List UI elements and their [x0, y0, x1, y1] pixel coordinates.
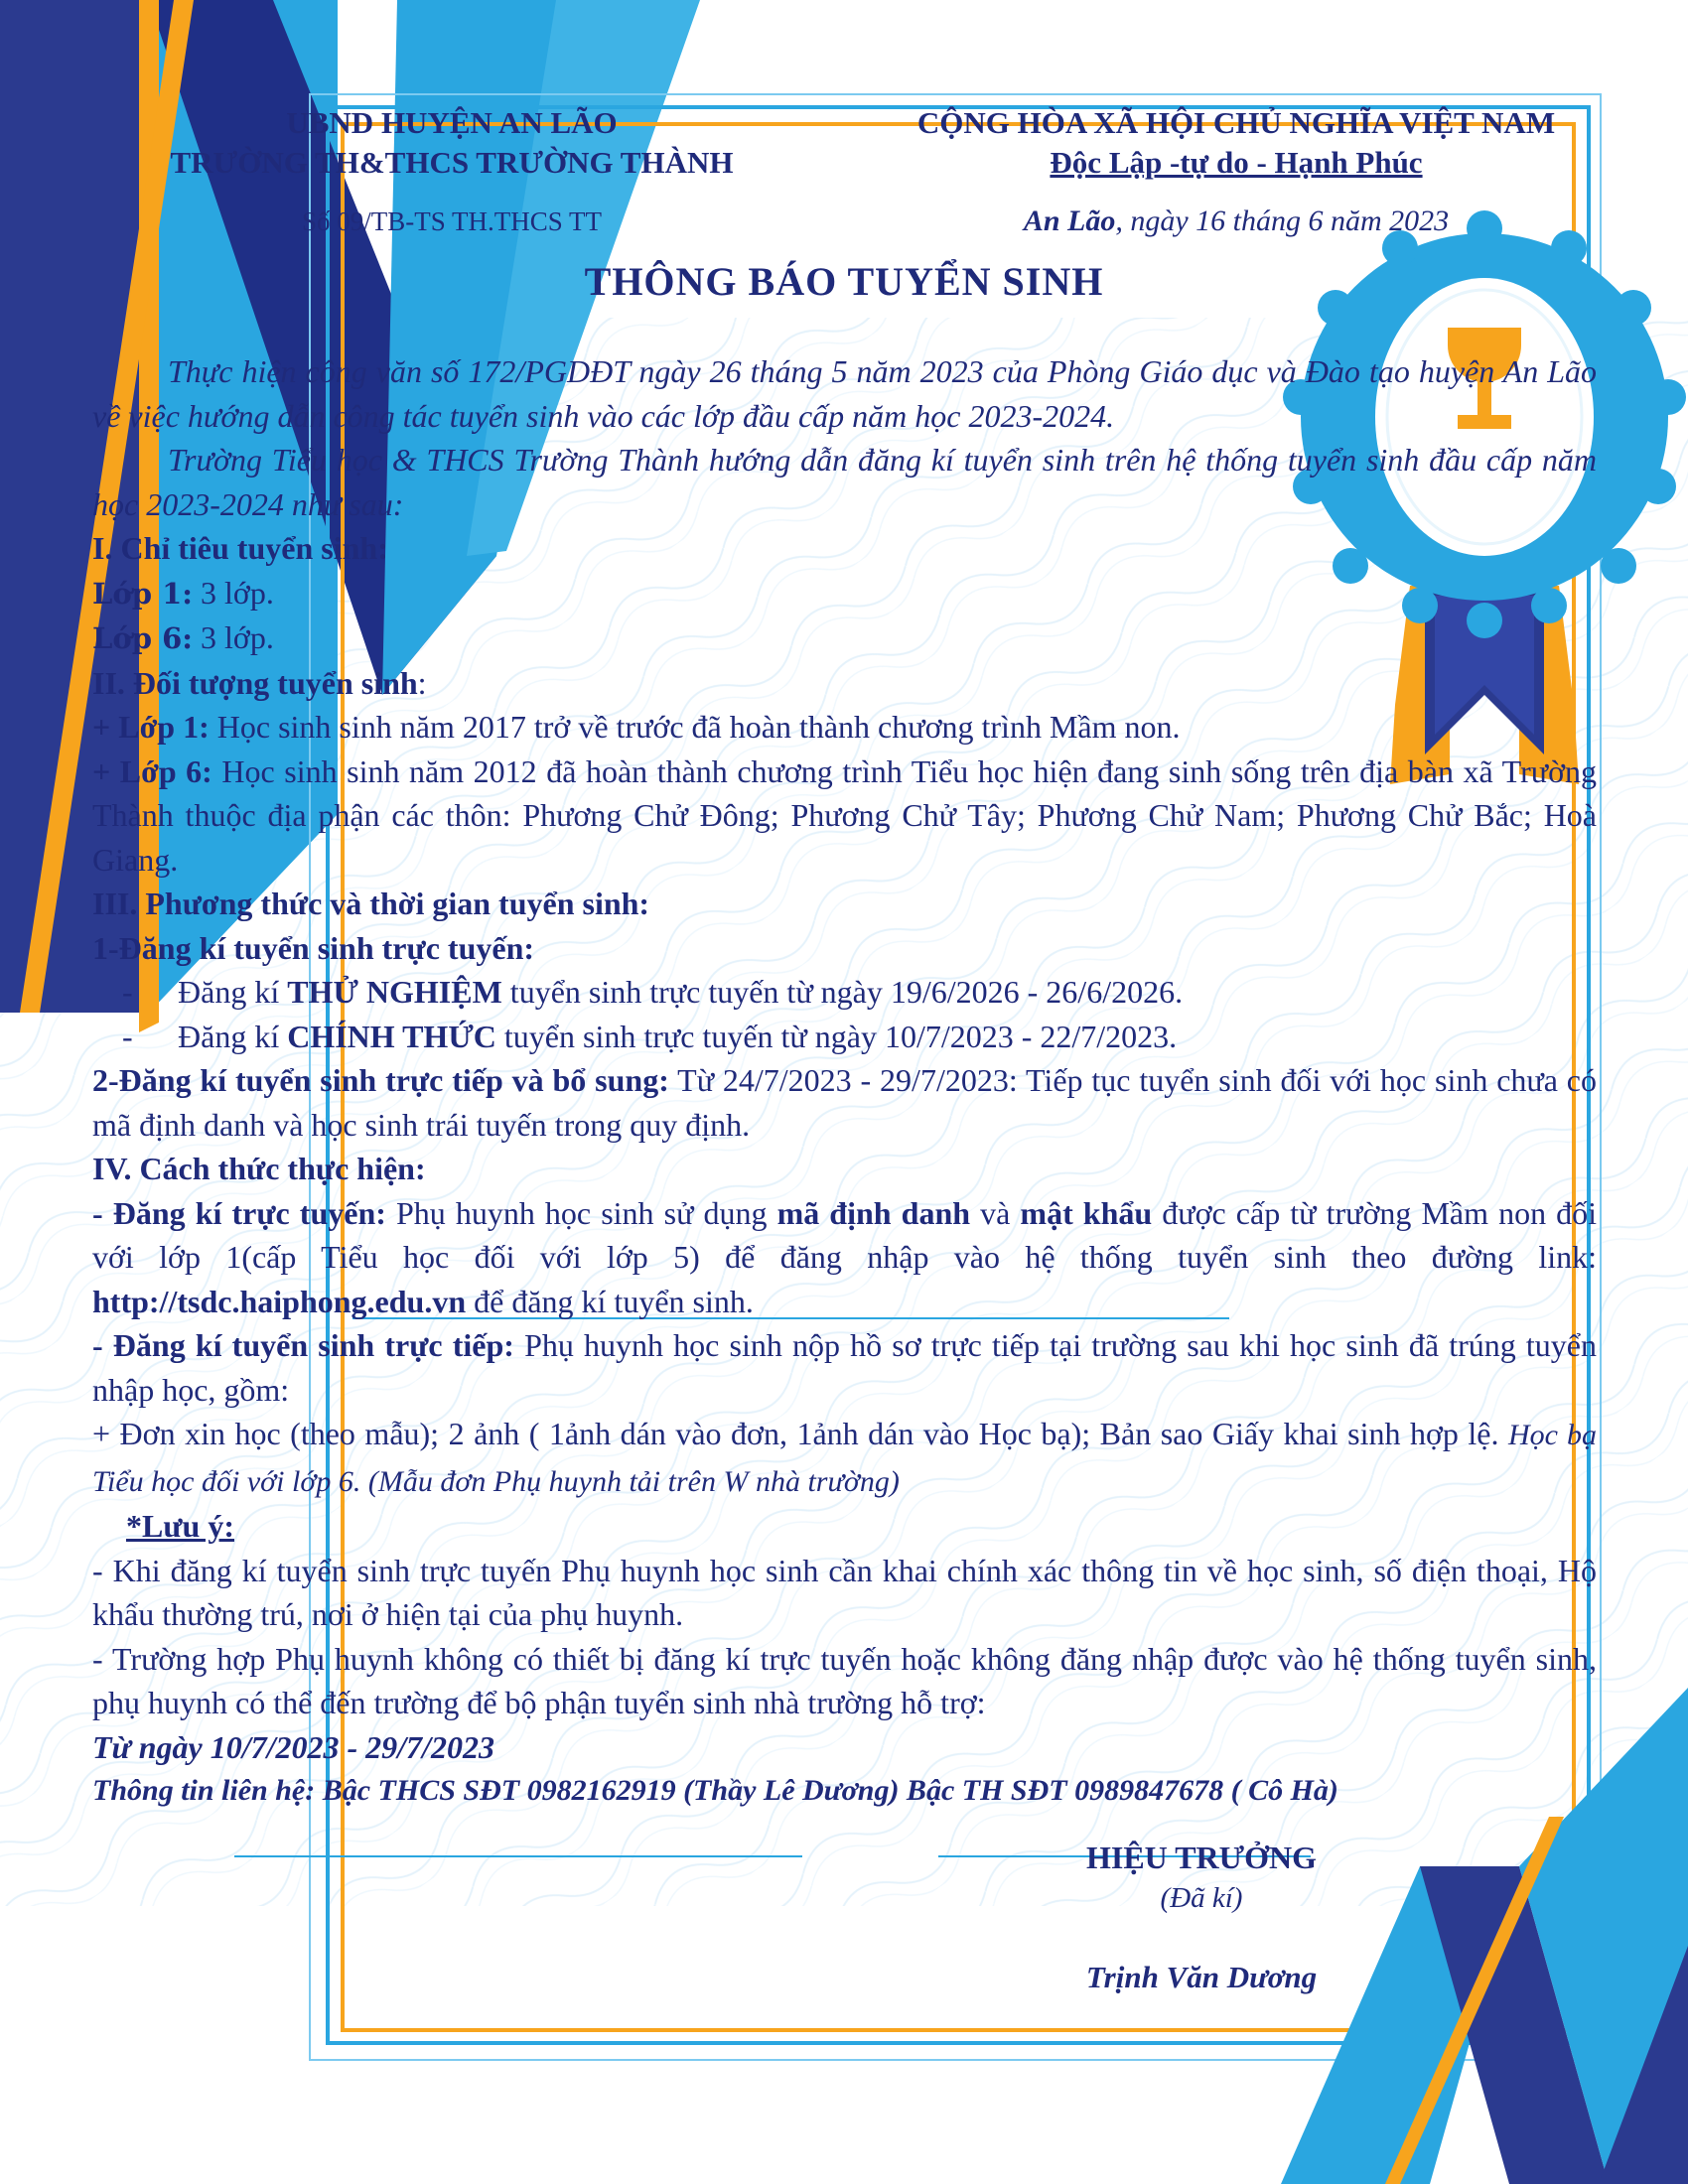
reference-number: Số 09/TB-TS TH.THCS TT [301, 206, 603, 236]
intro-paragraph-1: Thực hiện công văn số 172/PGDĐT ngày 26 tháng 5 năm 2023 của Phòng Giáo dục và Đào tạo huyện An Lão về việc hướng dẫn công tác tuyển sinh vào các lớp đầu cấp năm học 2023-2024. [92, 353, 1597, 434]
registration-link[interactable]: http://tsdc.haiphong.edu.vn [92, 1283, 467, 1319]
country-name: CỘNG HÒA XÃ HỘI CHỦ NGHĨA VIỆT NAM [916, 105, 1556, 140]
password-term: mật khẩu [1020, 1194, 1153, 1231]
school-name: TRƯỜNG TH&THCS TRƯỜNG THÀNH [170, 145, 734, 180]
section-4-heading: IV. Cách thức thực hiện: [92, 1151, 426, 1186]
section-2-colon: : [417, 664, 427, 701]
target-grade-6-text: Học sinh sinh năm 2012 đã hoàn thành chương trình Tiểu học hiện đang sinh sống trên địa bàn xã Trường Thành thuộc địa phận các thôn: Phương Chử Đông; Phương Chử Tây; Phương Chử Nam; Phương Chử Bắc; Hoà Giang. [92, 752, 1598, 878]
documents-text: + Đơn xin học (theo mẫu); 2 ảnh ( 1ảnh dán vào đơn, 1ảnh dán vào Học bạ); Bản sao Giấy khai sinh hợp lệ. [92, 1416, 1509, 1451]
online-registration-heading: 1-Đăng kí tuyển sinh trực tuyến: [92, 929, 535, 966]
trial-registration-item [92, 970, 1597, 1015]
official-text-c: tuyển sinh trực tuyến từ ngày 10/7/2023 - 22/7/2023. [495, 1018, 1178, 1054]
section-2-heading-line [92, 661, 1597, 706]
signer-name: Trịnh Văn Dương [1085, 1960, 1318, 1994]
direct-method-label: - Đăng kí tuyển sinh trực tiếp: [92, 1327, 514, 1363]
header-left [99, 103, 804, 183]
target-grade-6-label: + Lớp 6: [92, 752, 212, 789]
trial-emphasis: THỬ NGHIỆM [287, 974, 502, 1010]
online-method-paragraph [92, 1191, 1597, 1324]
motto: Độc Lập -tự do - Hạnh Phúc [1050, 145, 1423, 180]
documents-paragraph [92, 1412, 1597, 1504]
contact-info: Thông tin liên hệ: Bậc THCS SĐT 0982162919 (Thầy Lê Dương) Bậc TH SĐT 0989847678 ( Cô Hà) [92, 1774, 1338, 1807]
direct-method-paragraph [92, 1323, 1597, 1412]
section-2-heading: II. Đối tượng tuyển sinh [92, 664, 418, 701]
direct-registration-item [92, 1058, 1597, 1147]
official-registration-item [92, 1015, 1597, 1059]
online-text-c: và [970, 1194, 1021, 1231]
official-emphasis: CHÍNH THỨC [287, 1018, 496, 1054]
official-text-a: Đăng kí [178, 1018, 288, 1054]
note-paragraph-1: - Khi đăng kí tuyển sinh trực tuyến Phụ huynh học sinh cần khai chính xác thông tin về học sinh, số điện thoại, Hộ khẩu thường trú, nơi ở hiện tại của phụ huynh. [92, 1552, 1597, 1632]
note-paragraph-2: - Trường hợp Phụ huynh không có thiết bị đăng kí trực tuyến hoặc không đăng nhập được vào hệ thống tuyển sinh, phụ huynh có thể đến trường để bộ phận tuyển sinh nhà trường hỗ trợ: [92, 1640, 1597, 1720]
support-dates: Từ ngày 10/7/2023 - 29/7/2023 [92, 1728, 494, 1765]
online-text-f: để đăng kí tuyển sinh. [466, 1283, 754, 1319]
signed-mark: (Đã kí) [1160, 1882, 1243, 1914]
online-text-e: được cấp từ trường Mầm non đối với lớp 1(cấp Tiểu học đối với lớp 5) để đăng nhập vào hệ thống tuyển sinh theo đường link: [92, 1194, 1598, 1275]
direct-registration-heading: 2-Đăng kí tuyển sinh trực tiếp và bổ sung: [92, 1062, 669, 1098]
quota-grade-6-label: Lớp 6: [92, 621, 193, 655]
notice-title: THÔNG BÁO TUYỂN SINH [584, 259, 1104, 304]
quota-grade-1-label: Lớp 1: [92, 576, 193, 611]
quota-grade-1 [92, 571, 1597, 616]
documents-note: Học bạ Tiểu học đối với lớp 6. (Mẫu đơn Phụ huynh tải trên W nhà trường) [92, 1419, 1597, 1498]
bullet-dash: - [122, 974, 133, 1010]
target-grade-1-text: Học sinh sinh năm 2017 trở về trước đã hoàn thành chương trình Mầm non. [209, 709, 1181, 745]
target-grade-1 [92, 705, 1597, 750]
section-3-heading: III. Phương thức và thời gian tuyển sinh: [92, 886, 650, 921]
intro-paragraph-2: Trường Tiểu học & THCS Trường Thành hướng dẫn đăng kí tuyển sinh trên hệ thống tuyển sinh đầu cấp năm học 2023-2024 như sau: [92, 442, 1597, 522]
note-heading: *Lưu ý: [126, 1508, 234, 1544]
online-text-a: Phụ huynh học sinh sử dụng [385, 1194, 777, 1231]
bullet-dash: - [122, 1018, 133, 1054]
quota-grade-6-value: 3 lớp. [193, 619, 274, 655]
direct-registration-text: Từ 24/7/2023 - 29/7/2023: Tiếp tục tuyển sinh đối với học sinh chưa có mã định danh và học sinh trái tuyến trong quy định. [92, 1062, 1598, 1143]
trial-text-a: Đăng kí [178, 974, 288, 1010]
quota-grade-6 [92, 615, 1597, 661]
target-grade-6 [92, 750, 1597, 883]
online-method-label: - Đăng kí trực tuyến: [92, 1194, 386, 1231]
section-1-heading: I. Chỉ tiêu tuyển sinh: [92, 530, 388, 566]
date-line [864, 205, 1609, 238]
issue-date: , ngày 16 tháng 6 năm 2023 [1115, 205, 1450, 237]
signature-block [993, 1837, 1410, 1995]
signer-role: HIỆU TRƯỞNG [1085, 1840, 1318, 1875]
direct-method-text: Phụ huynh học sinh nộp hồ sơ trực tiếp tại trường sau khi học sinh đã trúng tuyển nhập học, gồm: [92, 1327, 1598, 1408]
trial-text-c: tuyển sinh trực tuyến từ ngày 19/6/2026 - 26/6/2026. [501, 974, 1184, 1010]
authority-name: UBND HUYỆN AN LÃO [286, 105, 618, 140]
target-grade-1-label: + Lớp 1: [92, 709, 210, 745]
quota-grade-1-value: 3 lớp. [193, 574, 274, 611]
notice-body [92, 349, 1597, 1814]
identifier-term: mã định danh [776, 1194, 971, 1231]
place-name: An Lão [1023, 205, 1116, 237]
header-right [864, 103, 1609, 183]
